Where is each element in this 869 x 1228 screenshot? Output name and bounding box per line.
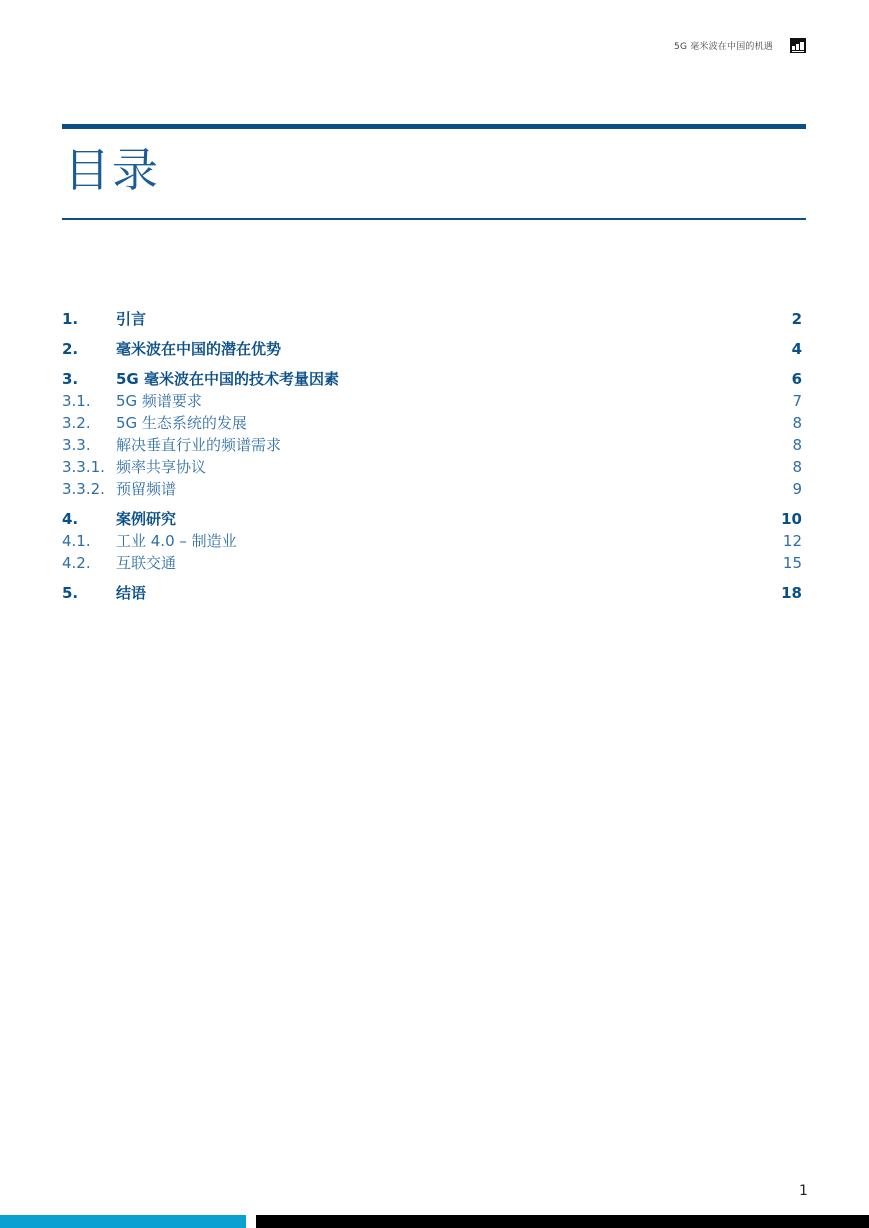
toc-entry-label: 引言 — [116, 310, 147, 328]
toc-entry-num: 4.2. — [62, 554, 91, 572]
toc-entry-label: 毫米波在中国的潜在优势 — [116, 340, 282, 358]
toc-entry-num: 5. — [62, 584, 79, 602]
toc-entry-label: 解决垂直行业的频谱需求 — [116, 436, 282, 454]
toc-entry-label: 工业 4.0 – 制造业 — [116, 532, 237, 550]
toc-entry-page: 8 — [792, 458, 802, 476]
toc-entry[interactable] — [62, 456, 806, 478]
toc-entry-label: 频率共享协议 — [116, 458, 207, 476]
toc-entry[interactable] — [62, 582, 806, 604]
toc-entry-label: 案例研究 — [116, 510, 177, 528]
toc-entry-num: 3.3.1. — [62, 458, 105, 476]
toc-entry-page: 18 — [781, 584, 802, 602]
toc-entry-num: 3. — [62, 370, 79, 388]
toc-entry-page: 12 — [782, 532, 802, 550]
footer-bar-black — [256, 1215, 869, 1228]
toc-entry-label: 预留频谱 — [116, 480, 177, 498]
toc-entry-page: 10 — [781, 510, 802, 528]
toc-entry[interactable] — [62, 434, 806, 456]
toc-entry-page: 6 — [791, 370, 802, 388]
toc-entry-page: 8 — [792, 414, 802, 432]
toc-entry-page: 9 — [792, 480, 802, 498]
toc-entry[interactable] — [62, 508, 806, 530]
toc-entry-num: 3.3.2. — [62, 480, 105, 498]
toc-entry-label: 互联交通 — [116, 554, 177, 572]
toc-entry[interactable] — [62, 478, 806, 500]
toc-entry-num: 3.2. — [62, 414, 91, 432]
logo-icon — [790, 38, 806, 53]
toc-entry-page: 4 — [791, 340, 802, 358]
toc-entry[interactable] — [62, 412, 806, 434]
footer-bar-cyan — [0, 1215, 246, 1228]
toc-entry-label: 5G 频谱要求 — [116, 392, 202, 410]
toc-entry-label: 结语 — [116, 584, 147, 602]
toc-entry-label: 5G 生态系统的发展 — [116, 414, 247, 432]
toc-entry[interactable] — [62, 552, 806, 574]
toc-entry[interactable] — [62, 308, 806, 330]
toc-entry-page: 7 — [792, 392, 802, 410]
toc-entry-num: 3.1. — [62, 392, 91, 410]
toc-entry-page: 8 — [792, 436, 802, 454]
toc-entry[interactable] — [62, 390, 806, 412]
running-header: 5G 毫米波在中国的机遇 — [674, 42, 773, 52]
page-number: 1 — [799, 1183, 808, 1199]
toc-entry-num: 4.1. — [62, 532, 91, 550]
toc-entry-num: 1. — [62, 310, 79, 328]
title-rule — [62, 218, 806, 220]
toc-entry-num: 3.3. — [62, 436, 91, 454]
toc-entry-page: 2 — [791, 310, 802, 328]
top-rule — [62, 124, 806, 129]
toc-entry-label: 5G 毫米波在中国的技术考量因素 — [116, 370, 339, 388]
toc-entry[interactable] — [62, 368, 806, 390]
table-of-contents — [62, 308, 806, 604]
page-title: 目录 — [64, 143, 160, 197]
toc-entry[interactable] — [62, 530, 806, 552]
toc-entry-num: 4. — [62, 510, 79, 528]
toc-entry-page: 15 — [782, 554, 802, 572]
toc-entry-num: 2. — [62, 340, 79, 358]
toc-entry[interactable] — [62, 338, 806, 360]
